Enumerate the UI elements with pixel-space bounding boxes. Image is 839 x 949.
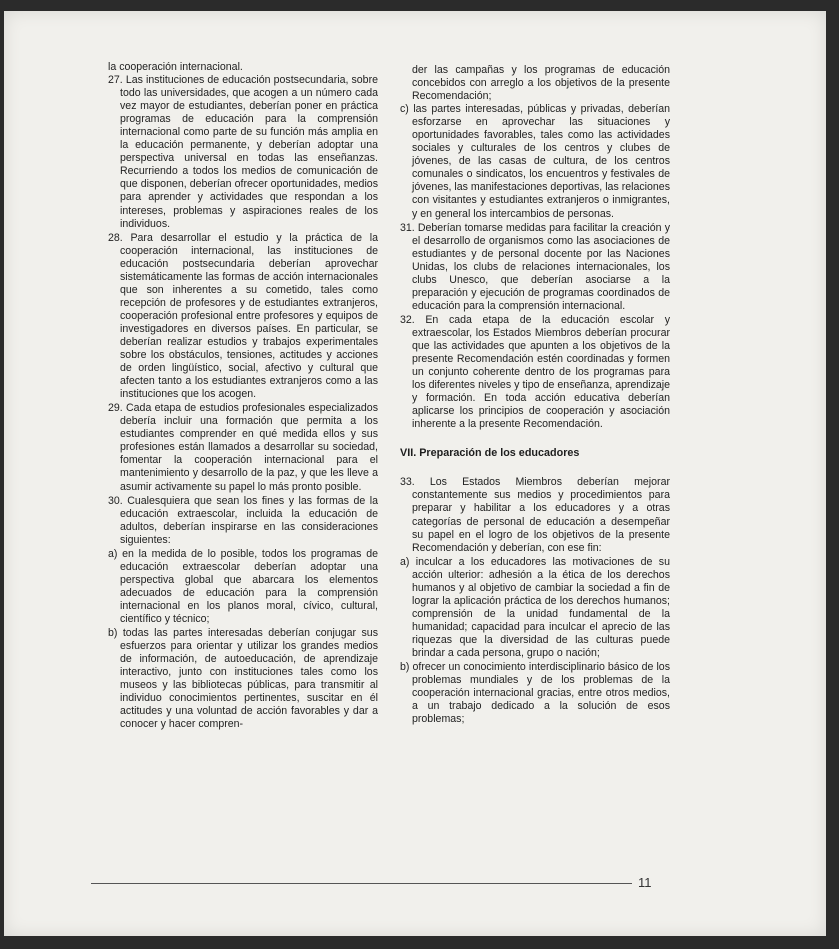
footer-rule [91, 883, 632, 884]
left-column [108, 61, 378, 732]
paragraph-31: 31. Deberían tomarse medidas para facilitar la creación y el desarrollo de organismos como las asociaciones de estudiantes y de personal docente por las Naciones Unidas, los clubs de relaciones internacionales, los clubs Unesco, que deberían asociarse a la preparación y ejecución de programas coordinados de educación para la comprensión internacional. [400, 221, 670, 312]
paragraph-28: 28. Para desarrollar el estudio y la práctica de la cooperación internacional, las instituciones de educación postsecundaria deberían aprovechar sistemáticamente las formas de acción internacionales que son inherentes a su cometido, tales como recepción de profesores y de estudiantes extranjeros, cooperación profesional entre profesores y equipos de investigadores en diversos países. En particular, se deberían realizar estudios y trabajos experimentales sobre los obstáculos, tensiones, actitudes y acciones de orden lingüístico, social, afectivo y cultural que afecten tanto a los estudiantes extranjeros como a las instituciones que los acogen. [108, 231, 378, 401]
paragraph-27: 27. Las instituciones de educación postsecundaria, sobre todo las universidades, que acogen a un número cada vez mayor de estudiantes, deberían poner en práctica programas de educación para la comprensión internacional como parte de su función más amplia en la educación permanente, y deberían adoptar una perspectiva universal en todas las enseñanzas. Recurriendo a todos los medios de comunicación de que disponen, deberían ofrecer oportunidades, medios para aprender y actividades que respondan a los intereses, problemas y aspiraciones reales de los individuos. [108, 74, 378, 230]
right-lead-text: der las campañas y los programas de educación concebidos con arreglo a los objetivos de la presente Recomendación; [412, 64, 670, 103]
paragraph-30-b: b) todas las partes interesadas deberían conjugar sus esfuerzos para orientar y utilizar los grandes medios de información, de autoeducación, de aprendizaje interactivo, junto con instituciones tales como los museos y las bibliotecas públicas, para transmitir al individuo conocimientos pertinentes, suscitar en él actitudes y una voluntad de acción favorables y dar a conocer y hacer compren- [108, 627, 378, 731]
paragraph-33-a: a) inculcar a los educadores las motivaciones de su acción ulterior: adhesión a la ética de los derechos humanos y al objetivo de cambiar la sociedad a fin de lograr la aplicación práctica de los derechos humanos; comprensión de la unidad fundamental de la humanidad; capacidad para inculcar el aprecio de las riquezas que la diversidad de las culturas puede brindar a cada persona, grupo o nación; [400, 555, 670, 659]
paragraph-30-c: c) las partes interesadas, públicas y privadas, deberían esforzarse en aprovechar las situaciones y oportunidades favorables, tales como las actividades sociales y culturales de los centros y clubes de jóvenes, de las casas de cultura, de los centros comunales o sindicatos, los encuentros y festivales de jóvenes, las manifestaciones deportivas, las relaciones con visitantes y estudiantes extranjeros o inmigrantes, y en general los intercambios de personas. [400, 103, 670, 220]
paragraph-29: 29. Cada etapa de estudios profesionales especializados debería incluir una formación que permita a los estudiantes comprender en qué medida ellos y sus profesiones están llamados a desarrollar su sociedad, fomentar la cooperación internacional para el mantenimiento y desarrollo de la paz, y que les lleve a asumir activamente su papel lo más pronto posible. [108, 402, 378, 493]
left-lead-text: la cooperación internacional. [108, 61, 243, 73]
paragraph-32: 32. En cada etapa de la educación escolar y extraescolar, los Estados Miembros deberían procurar que las actividades que apunten a los objetivos de la presente Recomendación estén coordinadas y formen un conjunto coherente dentro de los programas para los diferentes niveles y tipo de enseñanza, aprendizaje y formación. En toda acción educativa deberían aplicarse los principios de cooperación y asociación inherente a la presente Recomendación. [400, 313, 670, 431]
page-number: 11 [638, 875, 652, 890]
paragraph-30-a: a) en la medida de lo posible, todos los programas de educación extraescolar deberían adoptar una perspectiva global que abarcara los elementos adecuados de educación para la comprensión internacional en los planos moral, cívico, cultural, científico y técnico; [108, 547, 378, 625]
paragraph-33: 33. Los Estados Miembros deberían mejorar constantemente sus medios y procedimientos para preparar y habilitar a los educadores y a otras categorías de personal de educación a desempeñar su papel en el logro de los objetivos de la presente Recomendación y deberían, con ese fin: [400, 476, 670, 554]
paragraph-30: 30. Cualesquiera que sean los fines y las formas de la educación extraescolar, incluida la educación de adultos, deberían inspirarse en las consideraciones siguientes: [108, 494, 378, 546]
section-heading: VII. Preparación de los educadores [400, 447, 580, 460]
paragraph-33-b: b) ofrecer un conocimiento interdisciplinario básico de los problemas mundiales y de los problemas de la cooperación internacional gracias, entre otros medios, a un trabajo dedicado a la solución de esos problemas; [400, 661, 670, 726]
right-column [400, 64, 670, 727]
